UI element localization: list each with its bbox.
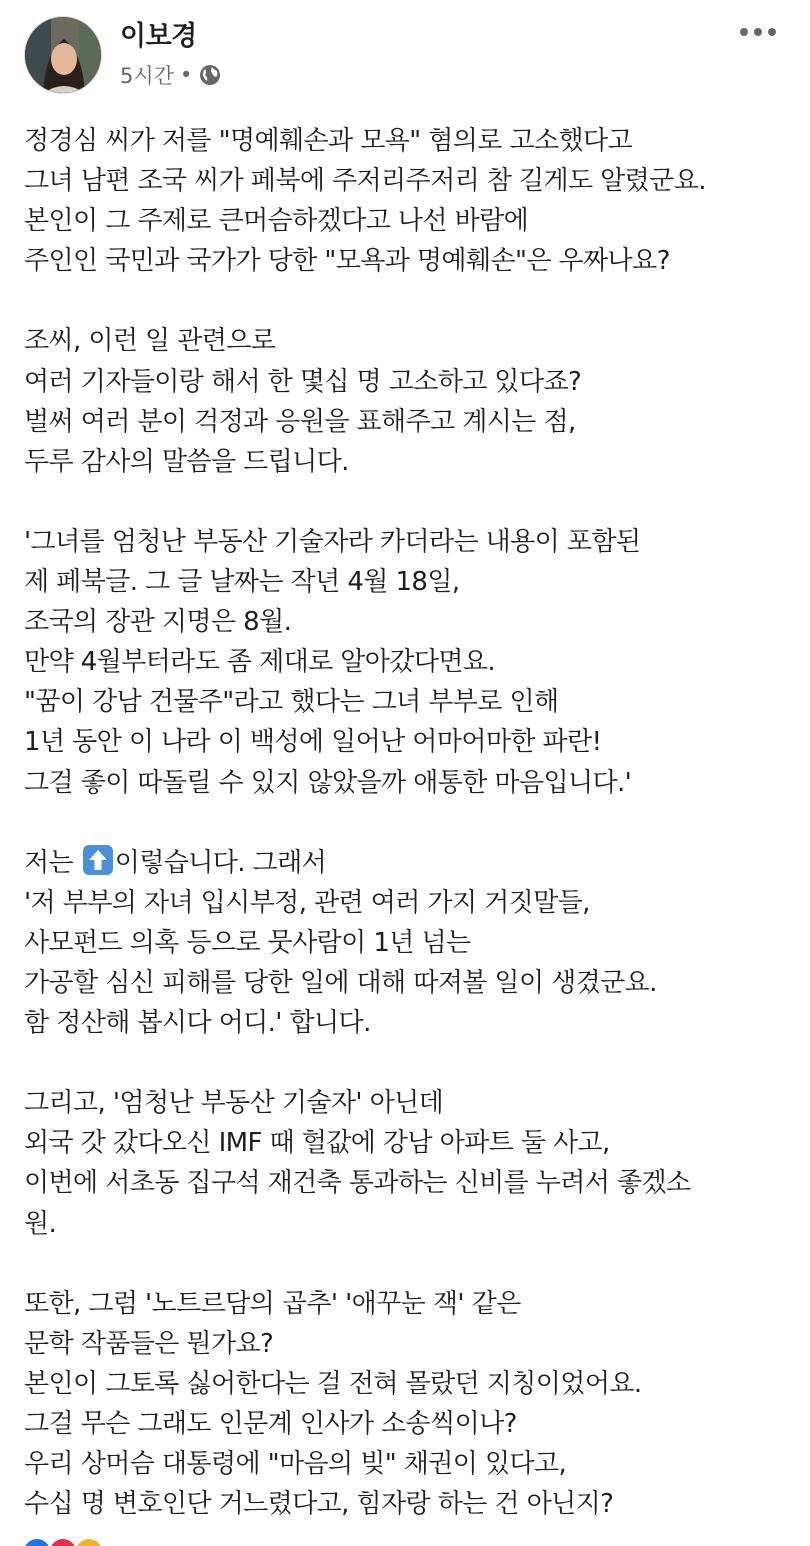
globe-icon[interactable]: [198, 63, 222, 87]
text-line: '그녀를 엄청난 부동산 기술자라 카더라는 내용이 포함된: [24, 526, 641, 557]
post-header: [0, 0, 810, 110]
up-arrow-emoji-icon: [83, 845, 113, 875]
text-line: 사모펀드 의혹 등으로 뭇사람이 1년 넘는: [24, 927, 471, 958]
more-options-button[interactable]: [740, 22, 776, 42]
text-line: 조국의 장관 지명은 8월.: [24, 607, 292, 638]
text-line: 또한, 그럼 '노트르담의 곱추' '애꾸눈 잭' 같은: [24, 1288, 521, 1319]
text-line: "꿈이 강남 건물주"라고 했다는 그녀 부부로 인해: [24, 687, 559, 718]
text-line: 그걸 좋이 따돌릴 수 있지 않았을까 애통한 마음입니다.': [24, 767, 632, 798]
text-line: 본인이 그 주제로 큰머슴하겠다고 나선 바람에: [24, 206, 529, 237]
text-line: 1년 동안 이 나라 이 백성에 일어난 어마어마한 파란!: [24, 727, 602, 758]
text-line: 벌써 여러 분이 걱정과 응원을 표해주고 계시는 점,: [24, 406, 576, 437]
text-line: 그녀 남편 조국 씨가 페북에 주저리주저리 참 길게도 알렸군요.: [24, 166, 706, 197]
text-line: 제 페북글. 그 글 날짜는 작년 4월 18일,: [24, 567, 460, 598]
text-line: 원.: [24, 1208, 57, 1239]
text-line: 정경심 씨가 저를 "명예훼손과 모욕" 혐의로 고소했다고: [24, 126, 633, 156]
haha-reaction-icon: [74, 1537, 104, 1546]
text-line: 만약 4월부터라도 좀 제대로 알아갔다면요.: [24, 647, 496, 678]
text-line: 여러 기자들이랑 해서 한 몇십 명 고소하고 있다죠?: [24, 366, 582, 397]
text-line: 가공할 심신 피해를 당한 일에 대해 따져볼 일이 생겼군요.: [24, 967, 657, 998]
text-line: 조씨, 이런 일 관련으로: [24, 326, 276, 357]
more-horizontal-icon: [740, 28, 748, 36]
post-time[interactable]: 5시간: [120, 64, 174, 88]
author-name[interactable]: 이보경: [120, 21, 197, 52]
text-line: 함 정산해 봅시다 어디.' 합니다.: [24, 1008, 371, 1039]
text-line: 문학 작품들은 뭔가요?: [24, 1328, 274, 1359]
paragraph-gap: [24, 803, 794, 843]
meta-separator: •: [179, 63, 193, 87]
paragraph-gap: [24, 482, 794, 522]
text-line-with-emoji: [24, 843, 794, 883]
text-line: 이번에 서초동 집구석 재건축 통과하는 신비를 누려서 좋겠소: [24, 1168, 691, 1199]
like-reaction-icon: [22, 1537, 52, 1546]
text-line: 외국 갓 갔다오신 IMF 때 헐값에 강남 아파트 둘 사고,: [24, 1128, 610, 1159]
reactions-bar[interactable]: [22, 1537, 100, 1546]
avatar[interactable]: [24, 16, 102, 94]
text-line: 그걸 무슨 그래도 인문계 인사가 소송씩이나?: [24, 1409, 517, 1439]
paragraph-gap: [24, 281, 794, 321]
text-line: 본인이 그토록 싫어한다는 걸 전혀 몰랐던 지칭이었어요.: [24, 1368, 642, 1399]
text-fragment: 저는: [24, 847, 81, 878]
paragraph-gap: [24, 1043, 794, 1083]
paragraph-gap: [24, 1244, 794, 1284]
text-line: 수십 명 변호인단 거느렸다고, 힘자랑 하는 건 아닌지?: [24, 1489, 614, 1520]
text-line: 그리고, '엄청난 부동산 기술자' 아닌데: [24, 1088, 444, 1119]
post-meta: [120, 60, 222, 90]
post-text: [24, 121, 794, 1524]
text-fragment: 이렇습니다. 그래서: [114, 847, 327, 878]
text-line: 두루 감사의 말씀을 드립니다.: [24, 446, 349, 477]
text-line: '저 부부의 자녀 입시부정, 관련 여러 가지 거짓말들,: [24, 887, 590, 918]
avatar-photo: [25, 17, 102, 94]
text-line: 우리 상머슴 대통령에 "마음의 빚" 채권이 있다고,: [24, 1449, 567, 1480]
love-reaction-icon: [48, 1537, 78, 1546]
text-line: 주인인 국민과 국가가 당한 "모욕과 명예훼손"은 우짜나요?: [24, 246, 670, 277]
